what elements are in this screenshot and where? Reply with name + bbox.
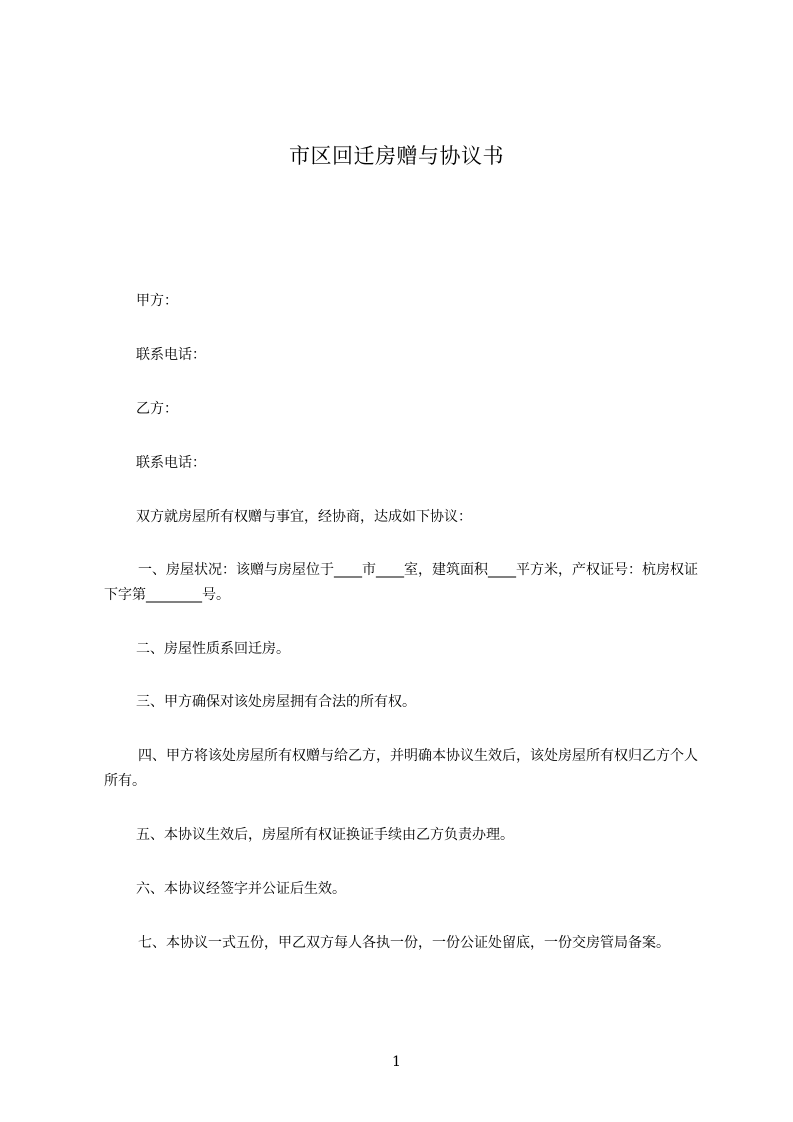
clause-4: 四、甲方将该处房屋所有权赠与给乙方，并明确本协议生效后，该处房屋所有权归乙方个人所有。 — [104, 748, 698, 789]
party-b-field: 乙方： — [136, 401, 178, 417]
party-a-phone-field: 联系电话： — [136, 347, 206, 363]
intro-paragraph: 双方就房屋所有权赠与事宜，经协商，达成如下协议： — [136, 509, 472, 525]
clause-5: 五、本协议生效后，房屋所有权证换证手续由乙方负责办理。 — [136, 827, 514, 843]
clause-7: 七、本协议一式五份，甲乙双方每人各执一份，一份公证处留底，一份交房管局备案。 — [138, 935, 670, 951]
clause-2: 二、房屋性质系回迁房。 — [136, 641, 290, 657]
party-b-phone-field: 联系电话： — [136, 455, 206, 471]
clause-3: 三、甲方确保对该处房屋拥有合法的所有权。 — [136, 694, 416, 710]
page-number: 1 — [392, 1054, 401, 1070]
document-title: 市区回迁房赠与协议书 — [289, 144, 504, 168]
clause-6: 六、本协议经签字并公证后生效。 — [136, 881, 346, 897]
party-a-field: 甲方： — [136, 293, 178, 309]
clause-1: 一、房屋状况：该赠与房屋位于____市____室，建筑面积____平方米，产权证号：杭房权证下字第________号。 — [104, 562, 698, 603]
